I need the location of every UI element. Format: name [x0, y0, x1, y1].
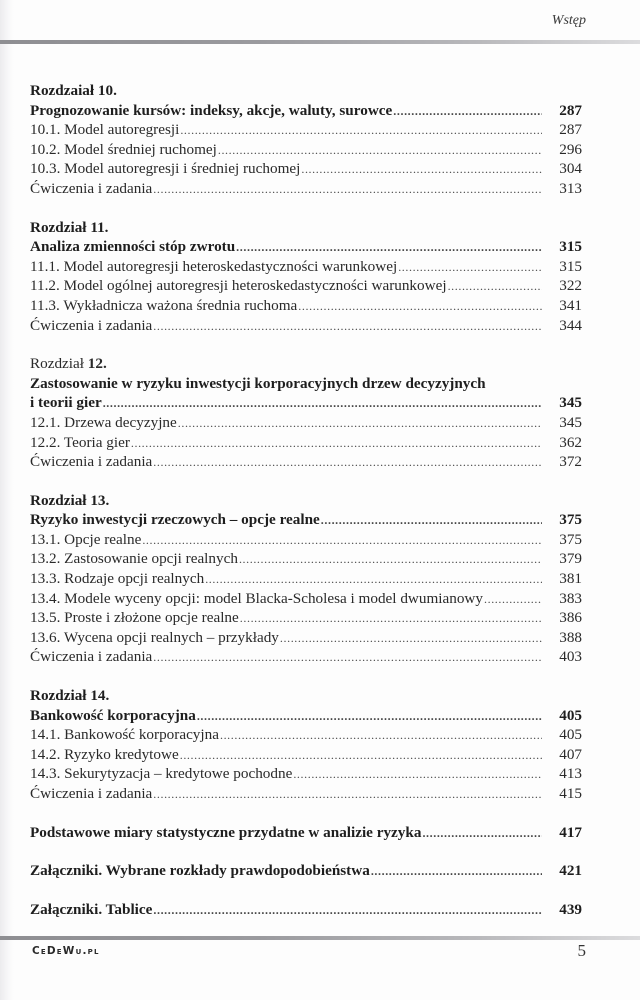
toc-entry[interactable]	[30, 628, 582, 648]
entry-page: 379	[559, 550, 582, 568]
dot-leader	[178, 414, 542, 434]
page-edge-shadow	[0, 0, 14, 1000]
dot-leader	[298, 297, 542, 317]
dot-leader	[321, 511, 542, 531]
entry-page: 375	[559, 530, 582, 548]
entry-page: 415	[559, 785, 582, 802]
dot-leader	[205, 570, 542, 590]
dot-leader	[422, 824, 542, 844]
dot-leader	[153, 180, 542, 200]
entry-page: 405	[559, 706, 582, 724]
entry-page: 341	[559, 296, 582, 314]
toc-appendix	[30, 823, 582, 843]
entry-page: 322	[559, 277, 582, 295]
entry-label: Analiza zmienności stóp zwrotu	[30, 238, 236, 256]
entry-label: 13.4. Modele wyceny opcji: model Blacka-Scholesa i model dwumianowy	[30, 589, 483, 607]
toc-entry[interactable]	[30, 608, 582, 628]
dot-leader	[180, 121, 542, 141]
dot-leader	[153, 901, 542, 921]
toc-entry[interactable]	[30, 257, 582, 277]
publisher-logo: CeDeWu.pl	[32, 945, 100, 957]
entry-label: Ćwiczenia i zadania	[30, 316, 153, 334]
toc-entry-chapter-title[interactable]	[30, 393, 582, 413]
toc-entry[interactable]	[30, 179, 582, 199]
entry-page: 313	[559, 179, 582, 197]
entry-page: 372	[559, 453, 582, 471]
toc-entry[interactable]	[30, 784, 582, 804]
dot-leader	[220, 726, 542, 746]
dot-leader	[153, 317, 542, 337]
toc-entry[interactable]	[30, 725, 582, 745]
toc-chapter-13	[30, 491, 582, 667]
entry-label: 13.1. Opcje realne	[30, 530, 142, 548]
entry-label: Bankowość korporacyjna	[30, 706, 196, 724]
entry-label: Ćwiczenia i zadania	[30, 179, 153, 197]
dot-leader	[218, 141, 542, 161]
header-rule	[0, 40, 640, 44]
entry-label: 13.6. Wycena opcji realnych – przykłady	[30, 628, 279, 646]
page-number: 5	[577, 941, 586, 960]
toc-entry-chapter-title[interactable]	[30, 101, 582, 121]
toc-chapter-10	[30, 81, 582, 199]
chapter-label: Rozdział 11.	[30, 218, 109, 236]
entry-page: 344	[559, 316, 582, 334]
entry-page: 421	[559, 862, 582, 880]
entry-label: Ryzyko inwestycji rzeczowych – opcje realne	[30, 511, 320, 529]
footer-rule	[0, 936, 640, 940]
entry-page: 417	[559, 823, 582, 841]
entry-label: Podstawowe miary statystyczne przydatne w analizie ryzyka	[30, 823, 422, 841]
entry-page: 405	[559, 726, 582, 744]
dot-leader	[371, 862, 542, 882]
entry-page: 287	[559, 121, 582, 139]
entry-page: 386	[559, 609, 582, 627]
toc-entry[interactable]	[30, 140, 582, 160]
entry-page: 287	[559, 101, 582, 119]
entry-label: 13.5. Proste i złożone opcje realne	[30, 609, 239, 627]
entry-label: 12.1. Drzewa decyzyjne	[30, 413, 177, 431]
toc-chapter-14	[30, 686, 582, 804]
toc-entry[interactable]	[30, 433, 582, 453]
entry-page: 383	[559, 589, 582, 607]
entry-page: 304	[559, 160, 582, 178]
toc-entry-chapter-title[interactable]	[30, 237, 582, 257]
toc-appendix	[30, 861, 582, 881]
toc-entry[interactable]	[30, 159, 582, 179]
table-of-contents	[30, 81, 582, 938]
toc-entry-appendix[interactable]	[30, 823, 582, 843]
toc-entry-appendix[interactable]	[30, 900, 582, 920]
entry-page: 407	[559, 745, 582, 763]
entry-label: 11.1. Model autoregresji heteroskedastyczności warunkowej	[30, 257, 398, 275]
entry-label: 13.2. Zastosowanie opcji realnych	[30, 550, 238, 568]
toc-appendix	[30, 900, 582, 920]
entry-label: i teorii gier	[30, 394, 102, 412]
entry-label: Prognozowanie kursów: indeksy, akcje, waluty, surowce	[30, 101, 393, 119]
entry-label: 10.3. Model autoregresji i średniej ruchomej	[30, 160, 301, 178]
entry-page: 315	[559, 257, 582, 275]
dot-leader	[103, 394, 542, 414]
entry-label: Załączniki. Tablice	[30, 900, 153, 918]
entry-page: 375	[559, 511, 582, 529]
entry-page: 388	[559, 628, 582, 646]
toc-entry[interactable]	[30, 530, 582, 550]
entry-page: 345	[559, 394, 582, 412]
chapter-label: Rozdział 14.	[30, 687, 110, 705]
dot-leader	[240, 609, 542, 629]
entry-page: 413	[559, 765, 582, 783]
entry-label: 11.3. Wykładnicza ważona średnia ruchoma	[30, 296, 298, 314]
toc-entry[interactable]	[30, 647, 582, 667]
entry-label: 10.2. Model średniej ruchomej	[30, 140, 217, 158]
toc-entry[interactable]	[30, 120, 582, 140]
entry-page: 403	[559, 648, 582, 666]
entry-page: 439	[559, 900, 582, 918]
dot-leader	[236, 238, 542, 258]
dot-leader	[484, 590, 542, 610]
toc-entry[interactable]	[30, 589, 582, 609]
entry-label: 11.2. Model ogólnej autoregresji heteroskedastyczności warunkowej	[30, 277, 447, 295]
toc-entry-chapter-title[interactable]	[30, 706, 582, 726]
chapter-label: Rozdzaiał 10.	[30, 82, 117, 99]
dot-leader	[197, 707, 542, 727]
dot-leader	[180, 746, 542, 766]
toc-entry-chapter-title[interactable]	[30, 510, 582, 530]
toc-entry[interactable]	[30, 452, 582, 472]
toc-entry[interactable]	[30, 276, 582, 296]
entry-label: 12.2. Teoria gier	[30, 433, 130, 451]
dot-leader	[293, 765, 542, 785]
entry-label: Załączniki. Wybrane rozkłady prawdopodobieństwa	[30, 862, 370, 880]
dot-leader	[280, 629, 542, 649]
toc-entry[interactable]	[30, 296, 582, 316]
dot-leader	[301, 160, 542, 180]
toc-entry[interactable]	[30, 316, 582, 336]
entry-label: Ćwiczenia i zadania	[30, 648, 153, 666]
toc-entry-appendix[interactable]	[30, 861, 582, 881]
chapter-title-line: Zastosowanie w ryzyku inwestycji korporacyjnych drzew decyzyjnych	[30, 374, 486, 392]
toc-entry[interactable]	[30, 413, 582, 433]
entry-page: 315	[559, 238, 582, 256]
dot-leader	[142, 531, 542, 551]
entry-label: Ćwiczenia i zadania	[30, 453, 153, 471]
dot-leader	[153, 453, 542, 473]
entry-label: 14.2. Ryzyko kredytowe	[30, 745, 179, 763]
dot-leader	[398, 258, 542, 278]
toc-chapter-11	[30, 218, 582, 336]
entry-label: 14.3. Sekurytyzacja – kredytowe pochodne	[30, 765, 293, 783]
toc-entry[interactable]	[30, 549, 582, 569]
entry-label: 14.1. Bankowość korporacyjna	[30, 726, 219, 744]
toc-entry[interactable]	[30, 745, 582, 765]
dot-leader	[153, 785, 542, 805]
entry-label: 13.3. Rodzaje opcji realnych	[30, 570, 205, 588]
entry-page: 345	[559, 413, 582, 431]
running-header: Wstęp	[551, 13, 586, 28]
entry-label: 10.1. Model autoregresji	[30, 121, 180, 139]
entry-page: 362	[559, 433, 582, 451]
dot-leader	[393, 102, 542, 122]
dot-leader	[131, 434, 542, 454]
entry-label: Ćwiczenia i zadania	[30, 785, 153, 802]
toc-chapter-12	[30, 354, 582, 472]
dot-leader	[239, 550, 542, 570]
toc-entry[interactable]	[30, 569, 582, 589]
toc-entry[interactable]	[30, 764, 582, 784]
dot-leader	[153, 648, 542, 668]
dot-leader	[448, 277, 542, 297]
chapter-label: Rozdział 13.	[30, 491, 110, 509]
entry-page: 296	[559, 140, 582, 158]
entry-page: 381	[559, 570, 582, 588]
chapter-label: Rozdział 12.	[30, 355, 107, 373]
